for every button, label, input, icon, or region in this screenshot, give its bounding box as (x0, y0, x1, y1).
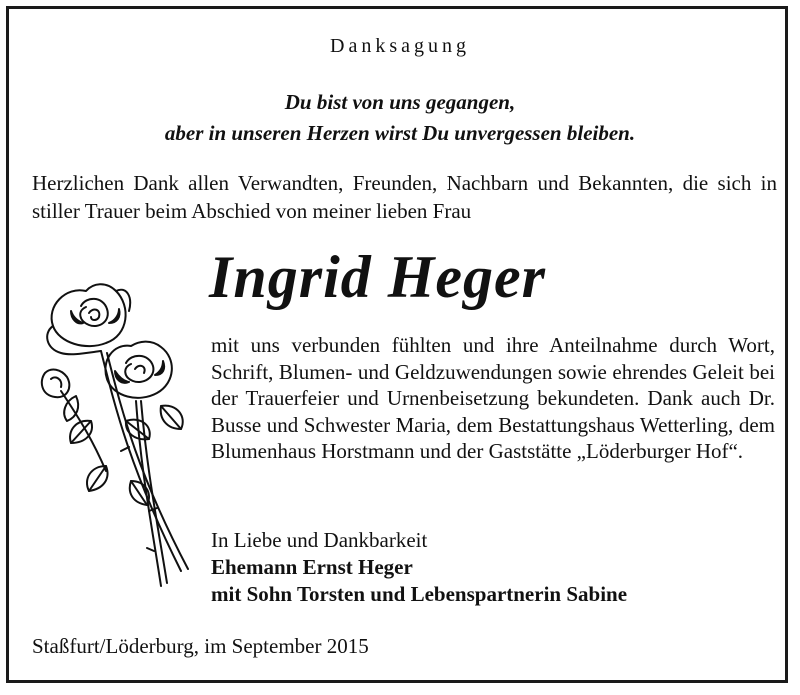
deceased-name: Ingrid Heger (209, 244, 547, 310)
death-notice-frame (6, 6, 788, 683)
notice-heading: Danksagung (330, 35, 470, 57)
signer-husband: Ehemann Ernst Heger (211, 555, 413, 579)
motto-line-1: Du bist von uns gegangen, (284, 90, 516, 114)
closing-phrase: In Liebe und Dankbarkeit (211, 528, 428, 552)
signer-family: mit Sohn Torsten und Lebenspartnerin Sabine (211, 582, 628, 606)
motto-quote (9, 87, 791, 149)
roses-illustration-icon (31, 271, 201, 596)
thanks-paragraph: mit uns verbunden fühlten und ihre Anteilnahme durch Wort, Schrift, Blumen- und Geldzuwendungen sowie ehrendes Geleit bei der Trauerfeier und Urnenbeisetzung bekundeten. Dank auch Dr. Busse und Schwester Maria, dem Bestattungshaus Wetterling, dem Blumenhaus Horstmann und der Gaststätte „Löderburger Hof“. (211, 333, 775, 463)
closing-block (211, 527, 775, 608)
intro-paragraph: Herzlichen Dank allen Verwandten, Freunden, Nachbarn und Bekannten, die sich in stiller Trauer beim Abschied von meiner lieben Frau (32, 171, 777, 223)
motto-line-2: aber in unseren Herzen wirst Du unvergessen bleiben. (164, 121, 636, 145)
place-and-date: Staßfurt/Löderburg, im September 2015 (32, 634, 369, 658)
